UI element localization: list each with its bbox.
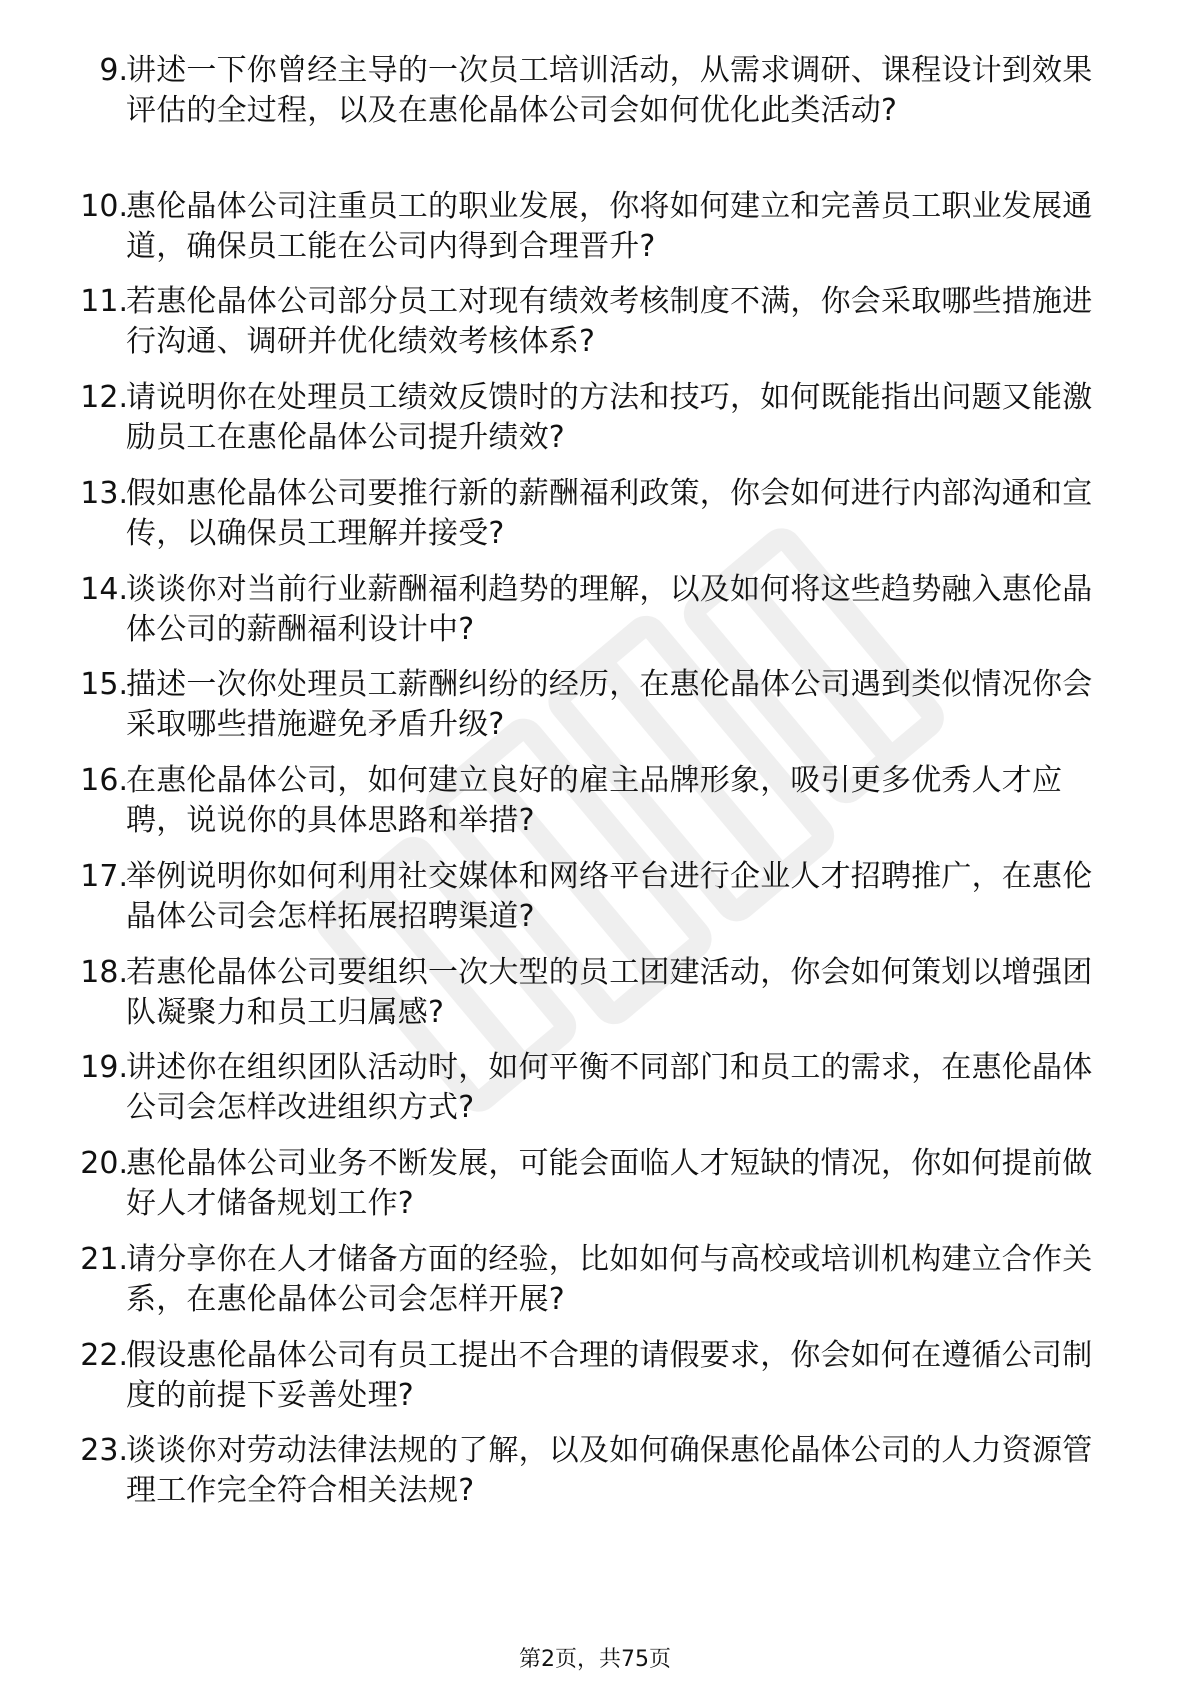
question-number: 23. bbox=[80, 1433, 128, 1468]
question-item bbox=[0, 1240, 1190, 1320]
question-item bbox=[0, 282, 1190, 362]
question-item bbox=[0, 51, 1190, 131]
question-text: 请分享你在人才储备方面的经验，比如如何与高校或培训机构建立合作关系，在惠伦晶体公司会怎样开展? bbox=[126, 1242, 1093, 1317]
question-number: 12. bbox=[80, 380, 128, 415]
question-number: 21. bbox=[80, 1242, 128, 1277]
question-item bbox=[0, 1336, 1190, 1416]
question-text: 举例说明你如何利用社交媒体和网络平台进行企业人才招聘推广，在惠伦晶体公司会怎样拓展招聘渠道? bbox=[126, 859, 1093, 934]
question-item bbox=[0, 474, 1190, 554]
question-item bbox=[0, 857, 1190, 937]
question-number: 11. bbox=[80, 284, 128, 319]
question-number: 22. bbox=[80, 1338, 128, 1373]
question-number: 19. bbox=[80, 1050, 128, 1085]
question-number: 10. bbox=[80, 189, 128, 224]
question-text: 讲述一下你曾经主导的一次员工培训活动，从需求调研、课程设计到效果评估的全过程，以及在惠伦晶体公司会如何优化此类活动? bbox=[126, 53, 1093, 128]
question-item bbox=[0, 187, 1190, 267]
question-text: 讲述你在组织团队活动时，如何平衡不同部门和员工的需求，在惠伦晶体公司会怎样改进组织方式? bbox=[126, 1050, 1093, 1125]
question-item bbox=[0, 1144, 1190, 1224]
question-item bbox=[0, 378, 1190, 458]
question-text: 在惠伦晶体公司，如何建立良好的雇主品牌形象，吸引更多优秀人才应聘，说说你的具体思路和举措? bbox=[126, 763, 1063, 838]
question-number: 18. bbox=[80, 955, 128, 990]
question-number: 20. bbox=[80, 1146, 128, 1181]
question-text: 描述一次你处理员工薪酬纠纷的经历，在惠伦晶体公司遇到类似情况你会采取哪些措施避免矛盾升级? bbox=[126, 667, 1093, 742]
question-text: 谈谈你对劳动法律法规的了解，以及如何确保惠伦晶体公司的人力资源管理工作完全符合相关法规? bbox=[126, 1433, 1093, 1508]
question-item bbox=[0, 953, 1190, 1033]
question-text: 请说明你在处理员工绩效反馈时的方法和技巧，如何既能指出问题又能激励员工在惠伦晶体公司提升绩效? bbox=[126, 380, 1093, 455]
page-footer: 第2页，共75页 bbox=[519, 1647, 671, 1672]
question-text: 若惠伦晶体公司要组织一次大型的员工团建活动，你会如何策划以增强团队凝聚力和员工归属感? bbox=[126, 955, 1093, 1030]
question-text: 假设惠伦晶体公司有员工提出不合理的请假要求，你会如何在遵循公司制度的前提下妥善处理? bbox=[126, 1338, 1093, 1413]
question-item bbox=[0, 665, 1190, 745]
question-text: 惠伦晶体公司业务不断发展，可能会面临人才短缺的情况，你如何提前做好人才储备规划工作? bbox=[126, 1146, 1093, 1221]
question-item bbox=[0, 570, 1190, 650]
question-item bbox=[0, 761, 1190, 841]
question-text: 谈谈你对当前行业薪酬福利趋势的理解，以及如何将这些趋势融入惠伦晶体公司的薪酬福利设计中? bbox=[126, 572, 1093, 647]
question-number: 14. bbox=[80, 572, 128, 607]
question-text: 惠伦晶体公司注重员工的职业发展，你将如何建立和完善员工职业发展通道，确保员工能在公司内得到合理晋升? bbox=[126, 189, 1093, 264]
question-text: 若惠伦晶体公司部分员工对现有绩效考核制度不满，你会采取哪些措施进行沟通、调研并优化绩效考核体系? bbox=[126, 284, 1093, 359]
question-item bbox=[0, 1048, 1190, 1128]
question-number: 13. bbox=[80, 476, 128, 511]
question-number: 17. bbox=[80, 859, 128, 894]
question-text: 假如惠伦晶体公司要推行新的薪酬福利政策，你会如何进行内部沟通和宣传，以确保员工理解并接受? bbox=[126, 476, 1093, 551]
question-number: 15. bbox=[80, 667, 128, 702]
question-item bbox=[0, 1431, 1190, 1511]
question-number: 16. bbox=[80, 763, 128, 798]
question-number: 9. bbox=[99, 53, 128, 88]
